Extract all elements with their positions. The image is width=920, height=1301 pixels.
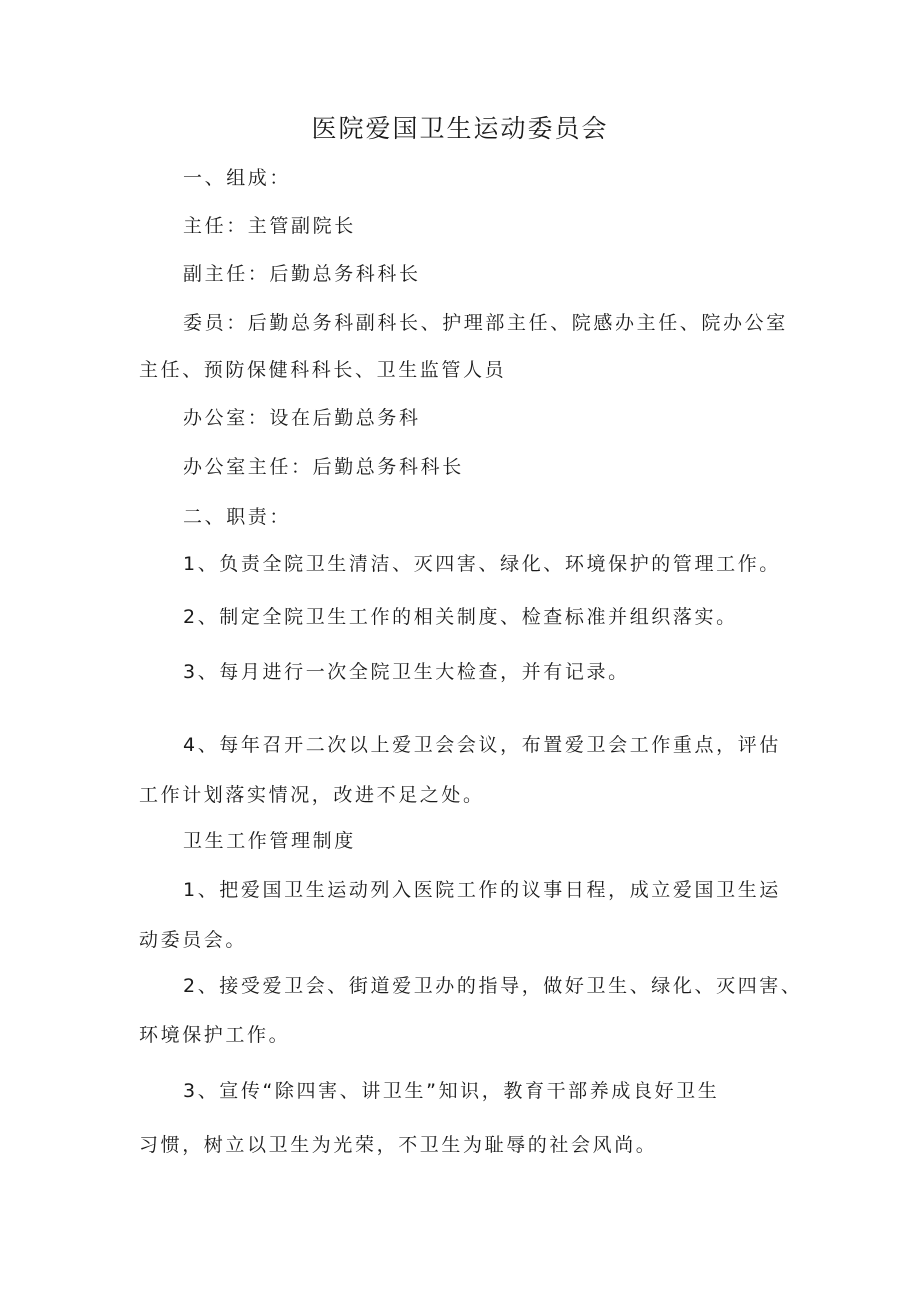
management-item-1-line-2: 动委员会。 — [139, 929, 248, 951]
office-director-line: 办公室主任：后勤总务科科长 — [183, 456, 464, 478]
management-item-2-line-1: 2、接受爱卫会、街道爱卫办的指导，做好卫生、绿化、灭四害、 — [183, 975, 803, 997]
responsibilities-heading: 二、职责： — [183, 506, 292, 528]
responsibility-item-4-line-1: 4、每年召开二次以上爱卫会会议，布置爱卫会工作重点，评估 — [183, 734, 781, 756]
responsibility-item-4-line-2: 工作计划落实情况，改进不足之处。 — [139, 784, 485, 806]
responsibility-item-3: 3、每月进行一次全院卫生大检查，并有记录。 — [183, 661, 630, 683]
management-item-3-line-2: 习惯，树立以卫生为光荣，不卫生为耻辱的社会风尚。 — [139, 1134, 658, 1156]
responsibility-item-1: 1、负责全院卫生清洁、灭四害、绿化、环境保护的管理工作。 — [183, 553, 781, 575]
members-line-1: 委员：后勤总务科副科长、护理部主任、院感办主任、院办公室 — [183, 312, 788, 334]
management-system-heading: 卫生工作管理制度 — [183, 830, 356, 852]
director-line: 主任：主管副院长 — [183, 215, 356, 237]
members-line-2: 主任、预防保健科科长、卫生监管人员 — [139, 359, 507, 381]
document-title: 医院爱国卫生运动委员会 — [311, 114, 609, 143]
office-line: 办公室：设在后勤总务科 — [183, 407, 421, 429]
management-item-3-line-1: 3、宣传“除四害、讲卫生”知识，教育干部养成良好卫生 — [183, 1080, 720, 1102]
management-item-2-line-2: 环境保护工作。 — [139, 1024, 291, 1046]
management-item-1-line-1: 1、把爱国卫生运动列入医院工作的议事日程，成立爱国卫生运 — [183, 879, 781, 901]
composition-heading: 一、组成： — [183, 167, 292, 189]
responsibility-item-2: 2、制定全院卫生工作的相关制度、检查标准并组织落实。 — [183, 606, 738, 628]
deputy-director-line: 副主任：后勤总务科科长 — [183, 263, 421, 285]
